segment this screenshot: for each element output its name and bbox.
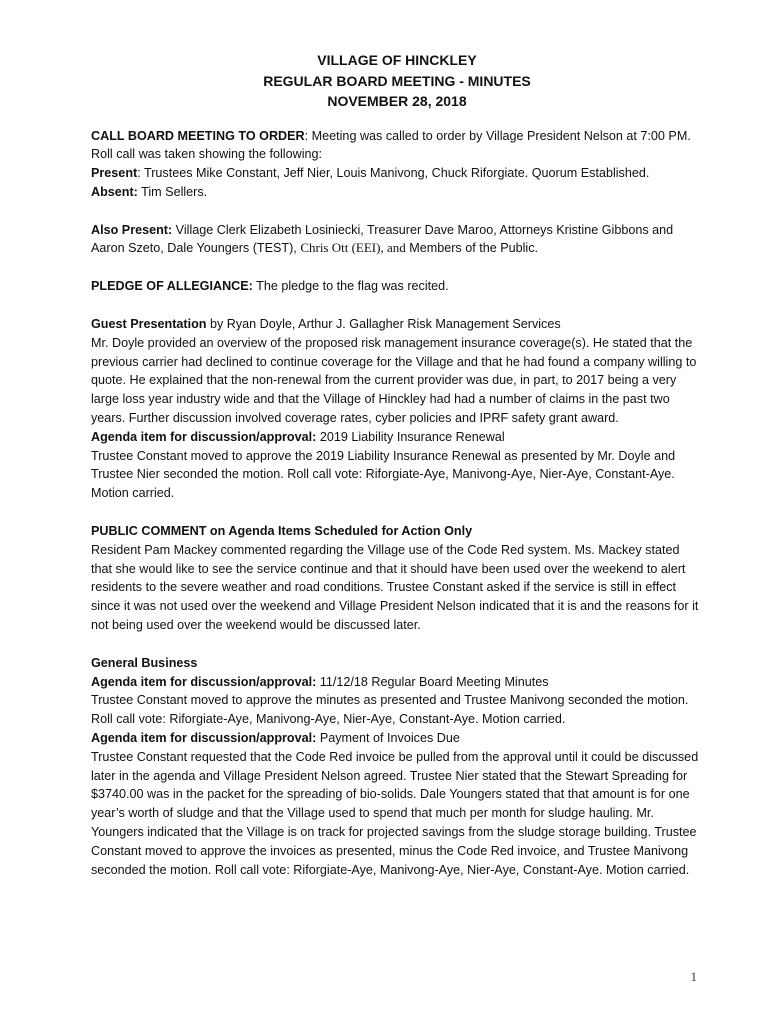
guest-motion: Trustee Constant moved to approve the 2019 Liability Insurance Renewal as presented by Mr. Doyle and Trustee Nier seconded the motion. Roll call vote: Riforgiate-Aye, Manivong-Aye, Nier-Aye, Constant-Aye. Motion carried.	[91, 448, 676, 501]
invoices-agenda-label: Agenda item for discussion/approval:	[91, 731, 317, 746]
guest-presenter: by Ryan Doyle, Arthur J. Gallagher Risk Management Services	[206, 317, 561, 332]
public-comment-label: PUBLIC COMMENT on Agenda Items Scheduled for Action Only	[91, 524, 473, 539]
document-header	[91, 50, 703, 112]
absent-paragraph	[91, 183, 703, 202]
guest-heading	[91, 315, 703, 334]
present-label: Present	[91, 166, 138, 181]
pledge-label: PLEDGE OF ALLEGIANCE:	[91, 279, 253, 294]
general-business-label: General Business	[91, 655, 198, 670]
also-present-label: Also Present:	[91, 222, 173, 237]
guest-label: Guest Presentation	[91, 317, 207, 332]
absent-text: Tim Sellers.	[137, 184, 208, 199]
pledge-paragraph	[91, 277, 703, 296]
header-meeting-type: REGULAR BOARD MEETING - MINUTES	[263, 72, 531, 89]
invoices-agenda-text: Payment of Invoices Due	[316, 731, 460, 746]
pledge-text: The pledge to the flag was recited.	[252, 279, 449, 294]
present-text: : Trustees Mike Constant, Jeff Nier, Louis Manivong, Chuck Riforgiate. Quorum Established.	[137, 166, 650, 181]
also-present-paragraph	[91, 221, 703, 259]
general-business-heading	[91, 654, 703, 673]
invoices-discussion: Trustee Constant requested that the Code Red invoice be pulled from the approval until it could be discussed later in the agenda and Village President Nelson agreed. Trustee Nier stated that the Stewart Spreading for $3740.00 was in the packet for the spreading of bio-solids. Dale Youngers stated that that amount is for one year’s worth of sludge and that the Village used to spend that much per month for sludge hauling. Mr. Youngers indicated that the Village is on track for projected savings from the sludge storage building. Trustee Constant moved to approve the invoices as presented, minus the Code Red invoice, and Trustee Manivong seconded the motion. Roll call vote: Riforgiate-Aye, Manivong-Aye, Nier-Aye, Constant-Aye. Motion carried.	[91, 749, 699, 877]
public-comment-heading	[91, 522, 703, 541]
header-village-name: VILLAGE OF HINCKLEY	[317, 52, 477, 68]
also-present-tail: Members of the Public.	[405, 241, 539, 256]
present-paragraph	[91, 164, 703, 183]
guest-agenda-item	[91, 428, 703, 447]
call-to-order-paragraph	[91, 127, 703, 165]
minutes-motion: Trustee Constant moved to approve the minutes as presented and Trustee Manivong seconded the motion. Roll call vote: Riforgiate-Aye, Manivong-Aye, Nier-Aye, Constant-Aye. Motion carried.	[91, 693, 689, 727]
invoices-agenda-item	[91, 729, 703, 748]
page-number: 1	[690, 969, 697, 984]
minutes-agenda-text: 11/12/18 Regular Board Meeting Minutes	[316, 674, 549, 689]
call-to-order-label: CALL BOARD MEETING TO ORDER	[91, 128, 305, 143]
public-comment-body: Resident Pam Mackey commented regarding the Village use of the Code Red system. Ms. Mackey stated that she would like to see the service continue and that it should have been used over the weekend to alert residents to the severe weather and road conditions. Trustee Constant asked if the service is still in effect since it was not used over the weekend and Village President Nelson indicated that it is and the reasons for it not being used over the weekend would be discussed later.	[91, 542, 699, 633]
call-to-order-text: : Meeting was called to order by Village President Nelson at 7:00 PM. Roll call was taken showing the following:	[91, 128, 691, 162]
minutes-agenda-label: Agenda item for discussion/approval:	[91, 674, 317, 689]
document-body	[91, 50, 703, 879]
also-present-serif-text: Chris Ott (EEI), and	[300, 240, 406, 256]
guest-agenda-text: 2019 Liability Insurance Renewal	[316, 429, 505, 444]
absent-label: Absent:	[91, 184, 138, 199]
guest-agenda-label: Agenda item for discussion/approval:	[91, 429, 317, 444]
minutes-agenda-item	[91, 673, 703, 692]
guest-body: Mr. Doyle provided an overview of the proposed risk management insurance coverage(s). He stated that the previous carrier had declined to continue coverage for the Village and that he had found a company willing to quote. He explained that the non-renewal from the current provider was due, in part, to 2017 being a very large loss year industry wide and that the Village of Hinckley had had a number of claims in the past two years. Further discussion involved coverage rates, cyber policies and IPRF safety grant award.	[91, 335, 697, 426]
header-meeting-date: NOVEMBER 28, 2018	[327, 93, 467, 109]
also-present-text: Village Clerk Elizabeth Losiniecki, Treasurer Dave Maroo, Attorneys Kristine Gibbons and Aaron Szeto, Dale Youngers (TEST),	[91, 222, 674, 256]
